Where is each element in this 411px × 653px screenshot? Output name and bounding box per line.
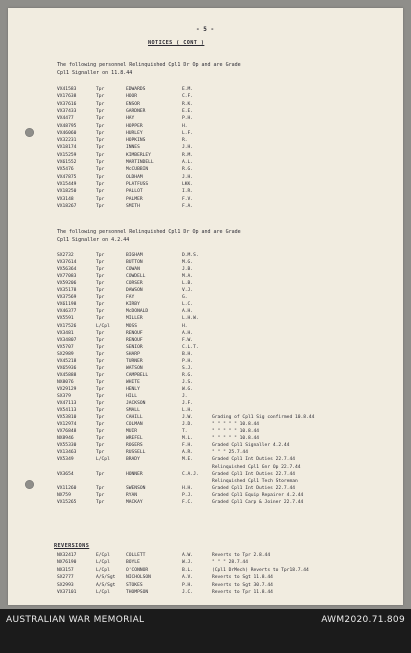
footer-reference: AWM2020.71.809 xyxy=(321,615,405,625)
rank: A/S/Sgt xyxy=(96,582,116,588)
service-number: VX5591 xyxy=(57,316,74,322)
initials: M.L. xyxy=(182,436,194,442)
rank: Tpr xyxy=(96,358,105,364)
page-number: - 5 - xyxy=(196,26,215,33)
initials: M.E. xyxy=(182,457,194,463)
initials: D.M.S. xyxy=(182,253,199,258)
surname: WHITE xyxy=(126,379,140,385)
surname: HONNER xyxy=(126,471,143,477)
initials: R.K. xyxy=(182,101,194,107)
rank: Tpr xyxy=(96,116,105,122)
service-number: NX3157 xyxy=(57,567,74,573)
rank: Tpr xyxy=(96,174,105,180)
service-number: NX8076 xyxy=(57,379,74,385)
surname: MILLER xyxy=(126,316,143,322)
surname: BIGHAM xyxy=(126,253,143,258)
remark: Graded Cpl1 Int Duties 22.7.44 xyxy=(212,471,295,477)
remark: (Cpl1 DrMech) Reverts to Tpr18.7.44 xyxy=(212,567,309,573)
service-number: VX48795 xyxy=(57,123,77,129)
rank: Tpr xyxy=(96,167,105,173)
rank: L/Cpl xyxy=(96,560,110,566)
initials: R.G. xyxy=(182,167,194,173)
rank: Tpr xyxy=(96,401,105,407)
surname: PALLOT xyxy=(126,189,143,195)
rank: Tpr xyxy=(96,450,105,456)
service-number: NX32417 xyxy=(57,553,77,558)
service-number: VX61198 xyxy=(57,302,77,308)
service-number: VX15265 xyxy=(57,499,77,505)
rank: Tpr xyxy=(96,94,105,100)
surname: CORSER xyxy=(126,281,143,287)
initials: H.H. xyxy=(182,485,194,491)
service-number: VX47875 xyxy=(57,174,77,180)
rank: Tpr xyxy=(96,130,105,136)
rank: Tpr xyxy=(96,274,105,280)
initials: G. xyxy=(182,295,188,301)
section-intro: Cpl1 Signaller on 11.8.44 xyxy=(57,70,133,76)
initials: L.C. xyxy=(182,302,194,308)
rank: Tpr xyxy=(96,429,105,435)
service-number: VX12974 xyxy=(57,422,77,428)
surname: STOKES xyxy=(126,582,143,588)
surname: JACKSON xyxy=(126,401,146,407)
rank: Tpr xyxy=(96,394,105,399)
surname: HOPPER xyxy=(126,123,143,129)
remark: " " " 28.7.44 xyxy=(212,560,248,566)
service-number: VX37616 xyxy=(57,101,77,107)
document-page xyxy=(8,8,403,605)
service-number: VX3481 xyxy=(57,330,74,336)
rank: Tpr xyxy=(96,281,105,287)
section-intro: The following personnel Relinquished Cpl1 Dr Op and are Grade xyxy=(57,229,241,235)
initials: I.R. xyxy=(182,189,194,195)
typed-notice-text xyxy=(8,8,403,605)
initials: J.D. xyxy=(182,422,194,428)
initials: J. xyxy=(182,394,188,399)
rank: Tpr xyxy=(96,196,105,202)
service-number: VX18267 xyxy=(57,203,77,209)
service-number: VX76848 xyxy=(57,429,77,435)
rank: Tpr xyxy=(96,145,105,151)
surname: ROGERS xyxy=(126,443,143,449)
rank: Tpr xyxy=(96,203,105,209)
surname: HENLY xyxy=(126,386,140,392)
rank: Tpr xyxy=(96,108,105,114)
service-number: NX8946 xyxy=(57,436,74,442)
rank: Tpr xyxy=(96,337,105,343)
surname: SENIOR xyxy=(126,344,143,350)
service-number: VX32231 xyxy=(57,138,77,144)
service-number: VX46377 xyxy=(57,309,77,315)
remark: " " " " " 10.8.44 xyxy=(212,436,260,442)
rank: Tpr xyxy=(96,330,105,336)
surname: TURNER xyxy=(126,358,143,364)
rank: Tpr xyxy=(96,309,105,315)
rank: Tpr xyxy=(96,471,105,477)
surname: McCUBBIN xyxy=(126,167,149,173)
remark: Relinquished Cpl1 Gnr Op 22.7.44 xyxy=(212,464,301,470)
footer-institution: AUSTRALIAN WAR MEMORIAL xyxy=(6,615,145,625)
initials: E.E. xyxy=(182,108,194,114)
reversions-heading: REVERSIONS xyxy=(54,543,90,549)
surname: BRADY xyxy=(126,457,140,463)
service-number: VX3654 xyxy=(57,471,74,477)
initials: A.H. xyxy=(182,330,194,336)
service-number: VX37433 xyxy=(57,108,77,114)
service-number: VX59206 xyxy=(57,281,77,287)
rank: Tpr xyxy=(96,123,105,129)
initials: A.W. xyxy=(182,553,194,558)
surname: RENOUF xyxy=(126,330,143,336)
service-number: VX17638 xyxy=(57,94,77,100)
surname: PLATFUSS xyxy=(126,181,149,187)
service-number: VX34807 xyxy=(57,337,77,343)
rank: L/Cpl xyxy=(96,567,110,573)
initials: T. xyxy=(182,429,188,435)
rank: Tpr xyxy=(96,295,105,301)
remark: " " " " " 10.8.44 xyxy=(212,422,260,428)
section-intro: Cpl1 Signaller on 4.2.44 xyxy=(57,237,130,243)
service-number: VX54113 xyxy=(57,408,77,414)
surname: FAY xyxy=(126,295,135,301)
service-number: VX37614 xyxy=(57,260,77,266)
service-number: VX5476 xyxy=(57,167,74,173)
remark: Reverts to Sgt 11.8.44 xyxy=(212,575,273,581)
surname: RUSSELL xyxy=(126,450,146,456)
service-number: VX29129 xyxy=(57,386,77,392)
surname: CAMPBELL xyxy=(126,372,149,378)
rank: L/Cpl xyxy=(96,590,110,595)
initials: J.F. xyxy=(182,401,194,407)
remark: Reverts to Tpr 2.8.44 xyxy=(212,553,271,558)
surname: MARTINDELL xyxy=(126,160,154,165)
rank: Tpr xyxy=(96,267,105,273)
service-number: VX4477 xyxy=(57,116,74,122)
surname: HAY xyxy=(126,116,135,122)
service-number: VX11260 xyxy=(57,485,77,491)
initials: A.R. xyxy=(182,450,194,456)
service-number: VX46060 xyxy=(57,130,77,136)
surname: INNES xyxy=(126,145,140,151)
initials: A.L. xyxy=(182,160,194,165)
service-number: VX15259 xyxy=(57,152,77,158)
initials: M.A. xyxy=(182,274,194,280)
service-number: VX13463 xyxy=(57,450,77,456)
remark: Graded Cpl1 Int Duties 22.7.44 xyxy=(212,457,295,463)
service-number: NX759 xyxy=(57,492,71,498)
surname: KIRBY xyxy=(126,302,140,308)
surname: OLDHAM xyxy=(126,174,143,180)
rank: Tpr xyxy=(96,344,105,350)
rank: Tpr xyxy=(96,443,105,449)
remark: Relinquished Cpl1 Tech Storeman xyxy=(212,478,298,484)
rank: Tpr xyxy=(96,87,105,92)
initials: P.J. xyxy=(182,492,194,498)
initials: S.J. xyxy=(182,365,194,371)
rank: L/Cpl xyxy=(96,323,110,329)
surname: COLLETT xyxy=(126,553,146,558)
initials: R.M. xyxy=(182,152,194,158)
surname: MACKAY xyxy=(126,499,143,505)
rank: Tpr xyxy=(96,351,105,357)
initials: A.H. xyxy=(182,309,194,315)
rank: Tpr xyxy=(96,415,105,421)
rank: Tpr xyxy=(96,152,105,158)
service-number: SX2989 xyxy=(57,351,74,357)
initials: J.H. xyxy=(182,145,194,151)
rank: Tpr xyxy=(96,138,105,144)
service-number: SX2777 xyxy=(57,575,74,581)
surname: SMALL xyxy=(126,408,140,414)
initials: P.H. xyxy=(182,582,194,588)
initials: R. xyxy=(182,138,188,144)
archive-footer xyxy=(0,609,411,653)
initials: A.V. xyxy=(182,575,194,581)
surname: NICHOLSON xyxy=(126,575,151,581)
service-number: VX55330 xyxy=(57,443,77,449)
surname: SHARP xyxy=(126,351,140,357)
service-number: VX18250 xyxy=(57,189,77,195)
surname: WATSON xyxy=(126,365,143,371)
service-number: VX56364 xyxy=(57,267,77,273)
service-number: VX15449 xyxy=(57,181,77,187)
rank: Tpr xyxy=(96,372,105,378)
service-number: VX53810 xyxy=(57,415,77,421)
surname: BUTTON xyxy=(126,260,143,266)
initials: F.C. xyxy=(182,499,194,505)
initials: R.G. xyxy=(182,372,194,378)
service-number: VX18174 xyxy=(57,145,77,151)
initials: C.A.J. xyxy=(182,471,199,477)
initials: M.G. xyxy=(182,260,194,266)
rank: Tpr xyxy=(96,492,105,498)
surname: SWENSON xyxy=(126,485,146,491)
initials: LKK. xyxy=(182,181,194,187)
service-number: NX76190 xyxy=(57,560,77,566)
surname: MUIR xyxy=(126,429,138,435)
rank: Tpr xyxy=(96,365,105,371)
remark: Graded Cpl1 Equip Repairer 4.2.44 xyxy=(212,492,304,498)
rank: Tpr xyxy=(96,499,105,505)
rank: Tpr xyxy=(96,101,105,107)
initials: P.H. xyxy=(182,116,194,122)
rank: Tpr xyxy=(96,302,105,308)
initials: J.B. xyxy=(182,267,194,273)
rank: Tpr xyxy=(96,386,105,392)
remark: " " " 25.7.44 xyxy=(212,450,248,456)
initials: L.H.W. xyxy=(182,316,199,322)
rank: Tpr xyxy=(96,253,105,258)
initials: F.V. xyxy=(182,196,194,202)
service-number: VX65936 xyxy=(57,365,77,371)
service-number: VX45218 xyxy=(57,358,77,364)
surname: HILL xyxy=(126,394,138,399)
surname: RENOUF xyxy=(126,337,143,343)
initials: J.C. xyxy=(182,590,194,595)
initials: C.F. xyxy=(182,94,194,100)
remark: Grading of Cpl1 Sig confirmed 10.8.44 xyxy=(212,415,315,421)
rank: E/Cpl xyxy=(96,553,110,558)
surname: WREFEL xyxy=(126,436,143,442)
rank: Tpr xyxy=(96,436,105,442)
service-number: VX45888 xyxy=(57,372,77,378)
initials: P.H. xyxy=(182,358,194,364)
initials: B.H. xyxy=(182,351,194,357)
initials: J.H. xyxy=(182,174,194,180)
notices-heading: NOTICES ( CONT ) xyxy=(148,40,205,46)
rank: Tpr xyxy=(96,189,105,195)
service-number: VX35178 xyxy=(57,288,77,294)
surname: HOOR xyxy=(126,94,138,100)
surname: SMITH xyxy=(126,203,140,209)
surname: COWDELL xyxy=(126,274,146,280)
rank: Tpr xyxy=(96,160,105,165)
rank: A/S/Sgt xyxy=(96,575,116,581)
rank: Tpr xyxy=(96,288,105,294)
initials: L.F. xyxy=(182,130,194,136)
surname: CAHILL xyxy=(126,415,143,421)
surname: HURLEY xyxy=(126,130,143,136)
initials: F.W. xyxy=(182,337,194,343)
service-number: VX77083 xyxy=(57,274,77,280)
surname: GARDNER xyxy=(126,108,146,114)
surname: DAWSON xyxy=(126,288,143,294)
rank: Tpr xyxy=(96,181,105,187)
surname: RYAN xyxy=(126,492,138,498)
initials: W.G. xyxy=(182,386,194,392)
rank: Tpr xyxy=(96,316,105,322)
surname: ENSOR xyxy=(126,101,140,107)
service-number: VX37101 xyxy=(57,590,77,595)
remark: Reverts to Tpr 11.8.44 xyxy=(212,590,273,595)
initials: V.J. xyxy=(182,288,194,294)
initials: E.M. xyxy=(182,87,194,92)
service-number: VX17526 xyxy=(57,323,77,329)
initials: C.L.T. xyxy=(182,344,199,350)
surname: O'CONNOR xyxy=(126,567,149,573)
initials: H. xyxy=(182,323,188,329)
rank: Tpr xyxy=(96,379,105,385)
initials: B.L. xyxy=(182,567,194,573)
initials: L.H. xyxy=(182,408,194,414)
service-number: VX5707 xyxy=(57,344,74,350)
rank: Tpr xyxy=(96,422,105,428)
service-number: SX2732 xyxy=(57,253,74,258)
remark: Graded Cpl1 Int Duties 22.7.44 xyxy=(212,485,295,491)
surname: McDONALD xyxy=(126,309,149,315)
service-number: VX37569 xyxy=(57,295,77,301)
surname: BOYLE xyxy=(126,560,140,566)
surname: THOMPSON xyxy=(126,590,149,595)
surname: COLMAN xyxy=(126,422,143,428)
remark: " " " " " 10.8.44 xyxy=(212,429,260,435)
rank: L/Cpl xyxy=(96,457,110,463)
initials: W.J. xyxy=(182,560,194,566)
service-number: VX61552 xyxy=(57,160,77,165)
remark: Reverts to Sgt 30.7.44 xyxy=(212,582,273,588)
surname: MOSS xyxy=(126,323,138,329)
surname: EDWARDS xyxy=(126,87,146,92)
service-number: VX41583 xyxy=(57,87,77,92)
surname: PALMER xyxy=(126,196,143,202)
service-number: VX47113 xyxy=(57,401,77,407)
initials: J.S. xyxy=(182,379,194,385)
rank: Tpr xyxy=(96,260,105,266)
surname: HOPKINS xyxy=(126,138,146,144)
surname: COWAN xyxy=(126,267,140,273)
remark: Graded Cpl1 Signaller 4.2.44 xyxy=(212,443,290,449)
section-intro: The following personnel Relinquished Cpl1 Dr Op and are Grade xyxy=(57,62,241,68)
service-number: VX5349 xyxy=(57,457,74,463)
service-number: VX3148 xyxy=(57,196,74,202)
initials: L.B. xyxy=(182,281,194,287)
service-number: SX379 xyxy=(57,394,71,399)
rank: Tpr xyxy=(96,408,105,414)
initials: J.W. xyxy=(182,415,194,421)
remark: Graded Cpl1 Carp & Joiner 22.7.44 xyxy=(212,499,304,505)
service-number: SX2993 xyxy=(57,582,74,588)
surname: KIMBERLEY xyxy=(126,152,151,158)
initials: F.A. xyxy=(182,203,194,209)
rank: Tpr xyxy=(96,485,105,491)
initials: F.H. xyxy=(182,443,194,449)
initials: H. xyxy=(182,123,188,129)
